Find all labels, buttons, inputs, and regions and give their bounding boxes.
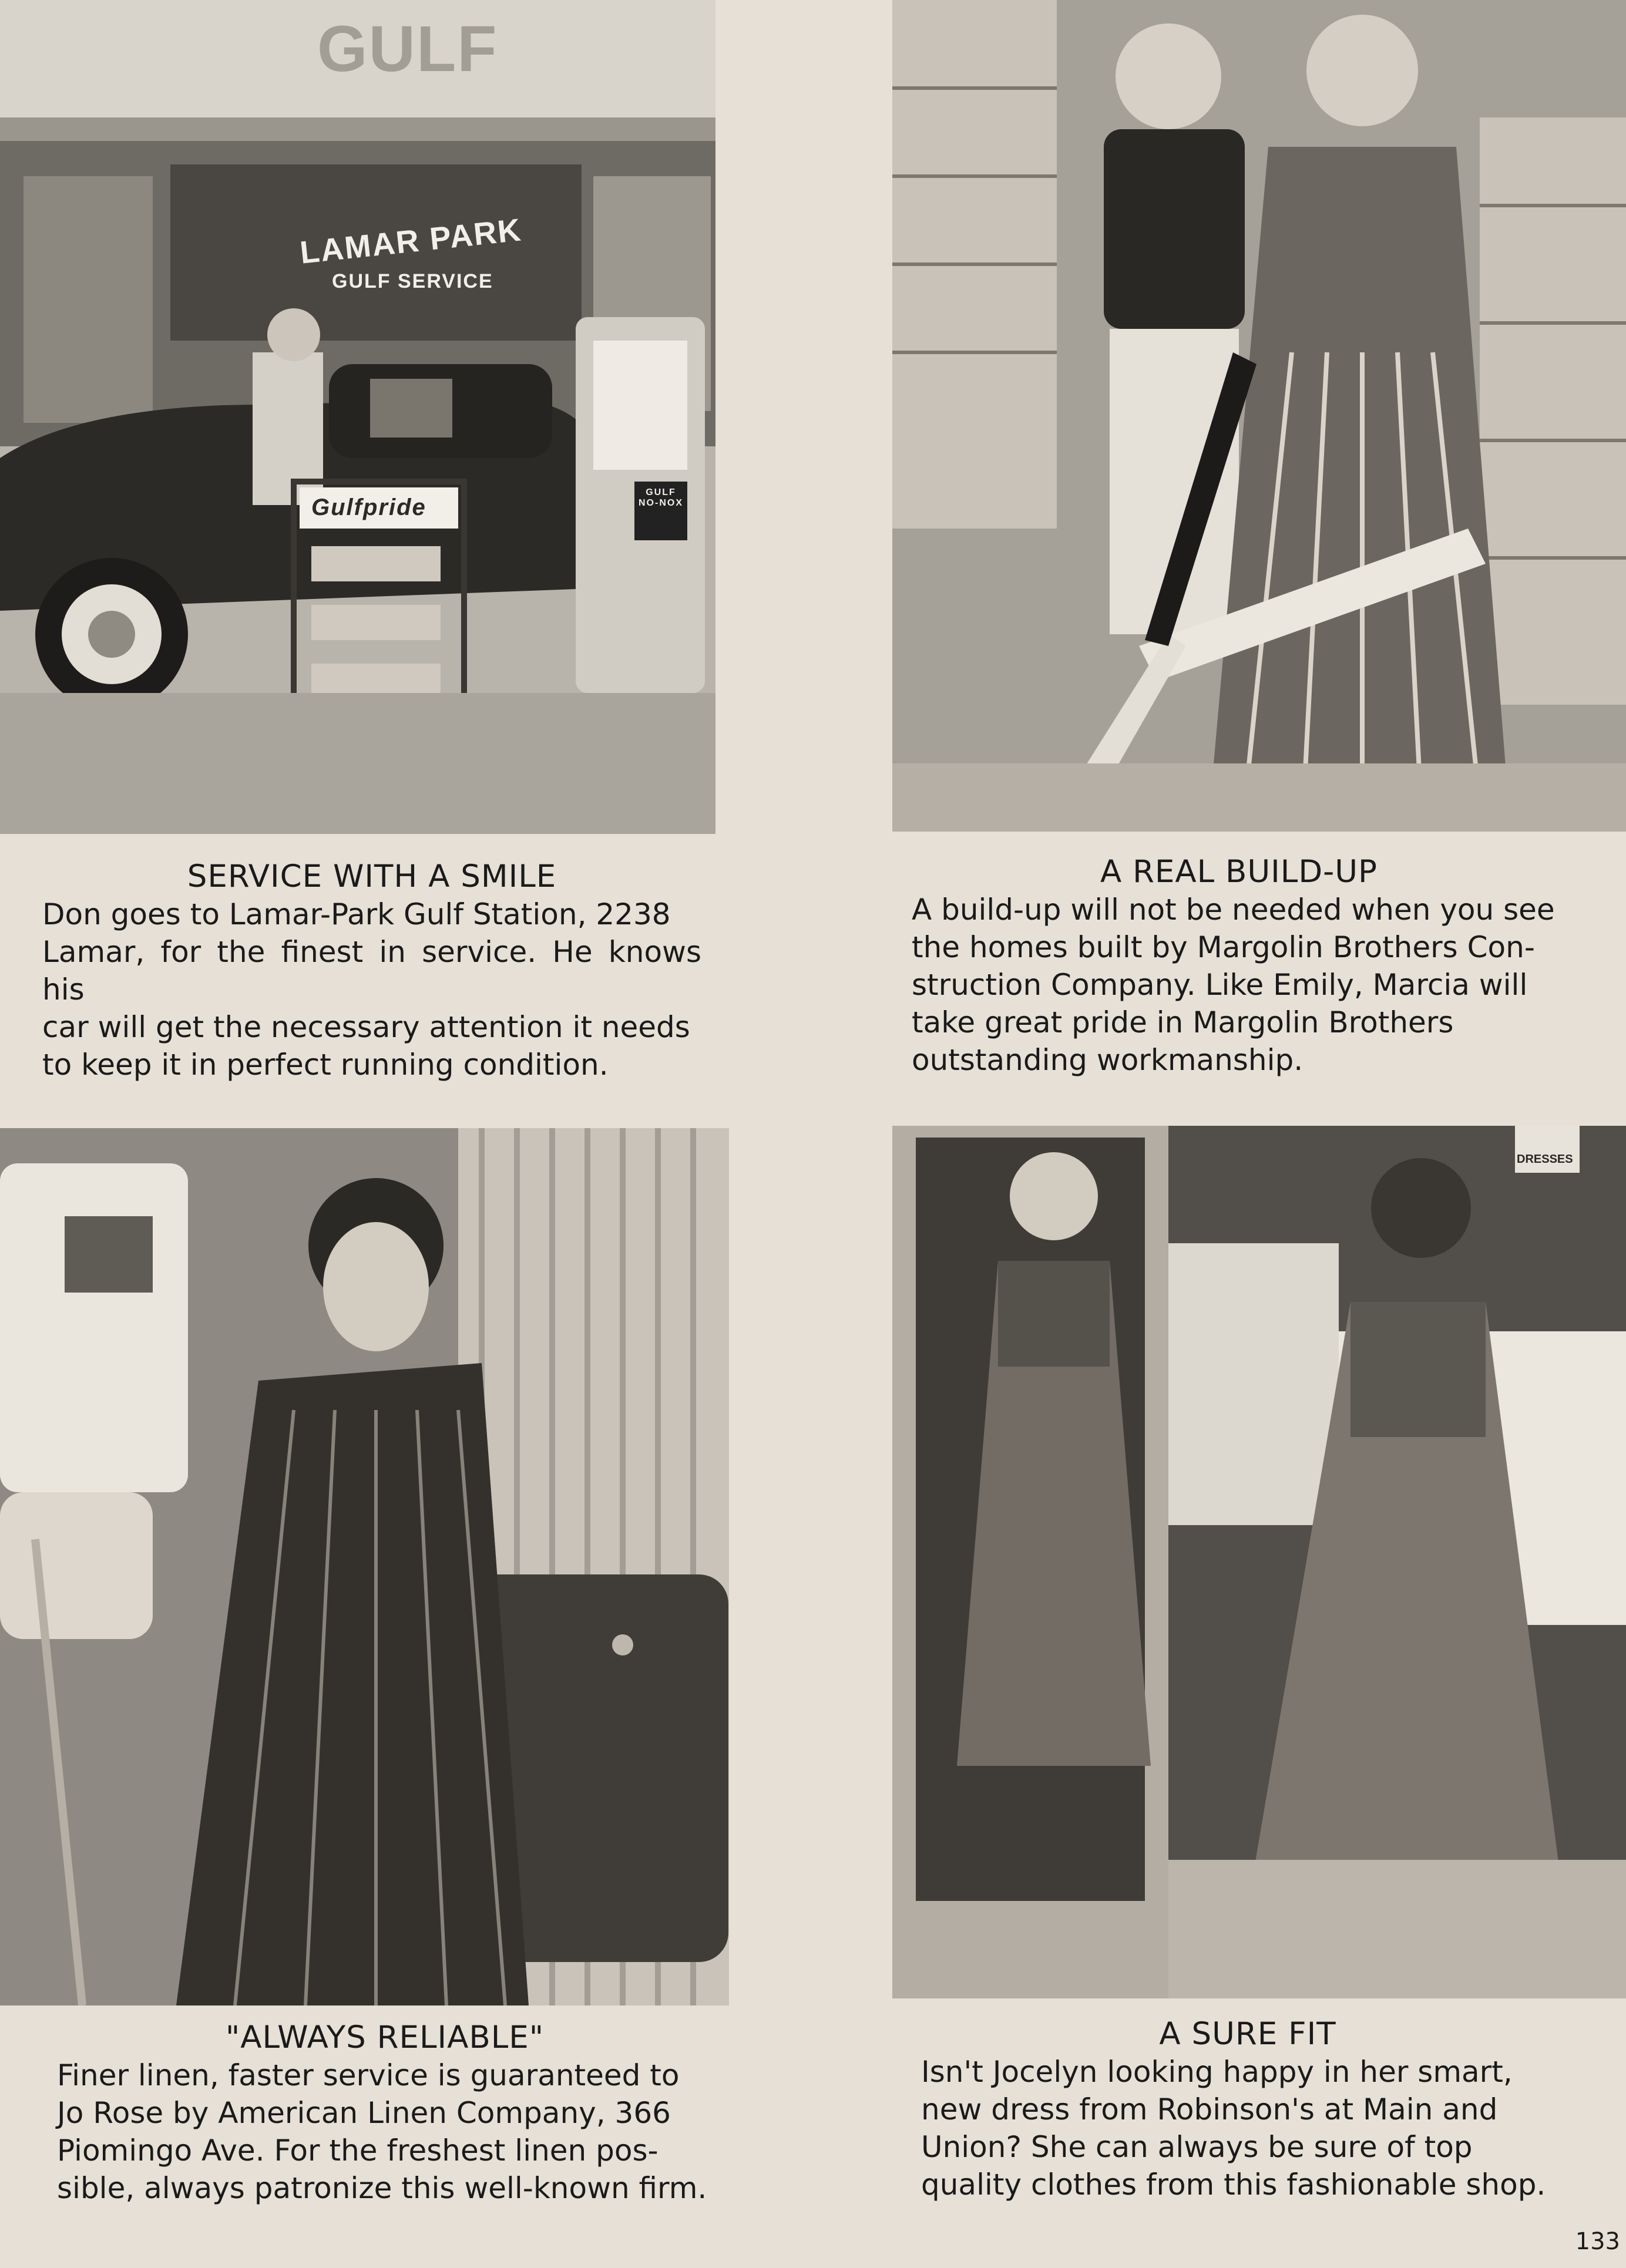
caption-line: quality clothes from this fashionable shop. [921,2168,1546,2202]
caption-service-with-a-smile [42,858,701,1083]
caption-line: sible, always patronize this well-known firm. [57,2171,707,2205]
caption-line: Piomingo Ave. For the freshest linen pos- [57,2134,659,2168]
caption-line: struction Company. Like Emily, Marcia will [912,968,1528,1002]
gulfpride-rack-label: Gulfpride [311,494,426,520]
caption-title: "ALWAYS RELIABLE" [225,2020,545,2055]
caption-line: take great pride in Margolin Brothers [912,1005,1454,1039]
caption-line: A build-up will not be needed when you see [912,893,1555,927]
caption-line: Don goes to Lamar-Park Gulf Station, 2238 [42,897,671,931]
caption-line: Finer linen, faster service is guaranteed to [57,2058,680,2092]
caption-title: A REAL BUILD-UP [1100,854,1378,890]
caption-title: A SURE FIT [1159,2016,1336,2052]
photo-dress-shop [892,1126,1626,1998]
caption-line: the homes built by Margolin Brothers Con- [912,930,1535,964]
gulf-service-sign: GULF SERVICE [332,270,493,292]
pump-label: GULF NO-NOX [639,487,683,508]
station-sign: LAMAR PARK [298,212,524,271]
page-number: 133 [1575,2228,1620,2255]
gulf-station-scene [0,0,715,834]
caption-line: to keep it in perfect running condition. [42,1048,609,1082]
caption-line: new dress from Robinson's at Main and [921,2092,1498,2126]
caption-line: outstanding workmanship. [912,1043,1304,1077]
caption-title: SERVICE WITH A SMILE [187,859,557,894]
caption-line: Union? She can always be sure of top [921,2130,1473,2164]
dress-shop-scene [892,1126,1626,1998]
linen-scene [0,1128,729,2005]
caption-always-reliable [57,2019,713,2207]
caption-line: Lamar, for the finest in service. He knows his [42,935,701,1007]
caption-a-sure-fit [921,2015,1574,2203]
gulf-sign-brand: GULF [317,13,498,85]
photo-linen [0,1128,729,2005]
photo-gulf-station [0,0,715,834]
caption-line: Isn't Jocelyn looking happy in her smart, [921,2055,1513,2089]
construction-scene [892,0,1626,832]
photo-construction [892,0,1626,832]
caption-line: Jo Rose by American Linen Company, 366 [57,2096,671,2130]
dresses-sign: DRESSES [1517,1153,1573,1166]
caption-line: car will get the necessary attention it needs [42,1010,690,1044]
caption-a-real-build-up [912,853,1566,1079]
